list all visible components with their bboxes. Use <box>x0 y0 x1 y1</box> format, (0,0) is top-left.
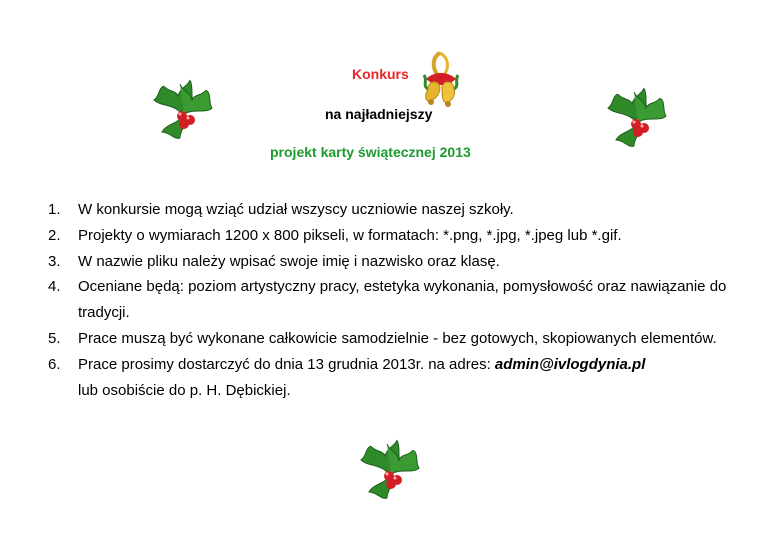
project-title: projekt karty świątecznej 2013 <box>270 144 471 160</box>
rule-text: W konkursie mogą wziąć udział wszyscy uczniowie naszej szkoły. <box>78 201 514 218</box>
rule-text: Projekty o wymiarach 1200 x 800 pikseli, w formatach: *.png, *.jpg, *.jpeg lub *.gif. <box>78 226 622 244</box>
rule-text: Oceniane będą: poziom artystyczny pracy, estetyka wykonania, pomysłowość oraz nawiązanie do tradycji. <box>78 278 727 322</box>
page-subtitle: na najładniejszy <box>325 106 433 122</box>
holly-icon <box>604 82 670 148</box>
email-address: admin@ivlogdynia.pl <box>494 355 646 373</box>
holly-icon <box>357 434 423 500</box>
list-number: 3. <box>48 252 61 270</box>
list-item <box>40 249 740 275</box>
page-title: Konkurs <box>352 66 409 82</box>
list-number: 5. <box>48 329 61 347</box>
rules-list <box>40 197 740 403</box>
list-item <box>40 274 740 326</box>
holly-icon <box>150 74 216 140</box>
list-number: 4. <box>48 278 61 296</box>
list-item <box>40 197 740 223</box>
list-number: 2. <box>48 226 61 244</box>
bells-icon <box>418 49 464 111</box>
list-number: 6. <box>48 355 61 373</box>
list-item <box>40 326 740 352</box>
list-number: 1. <box>48 201 61 218</box>
rule-text: lub osobiście do p. H. Dębickiej. <box>78 381 291 399</box>
list-item <box>40 352 740 404</box>
rule-text: W nazwie pliku należy wpisać swoje imię i nazwisko oraz klasę. <box>78 252 500 270</box>
rule-text: Prace prosimy dostarczyć do dnia 13 grudnia 2013r. na adres: <box>78 355 495 373</box>
rule-text: Prace muszą być wykonane całkowicie samodzielnie - bez gotowych, skopiowanych elementów. <box>78 329 717 347</box>
list-item <box>40 223 740 249</box>
